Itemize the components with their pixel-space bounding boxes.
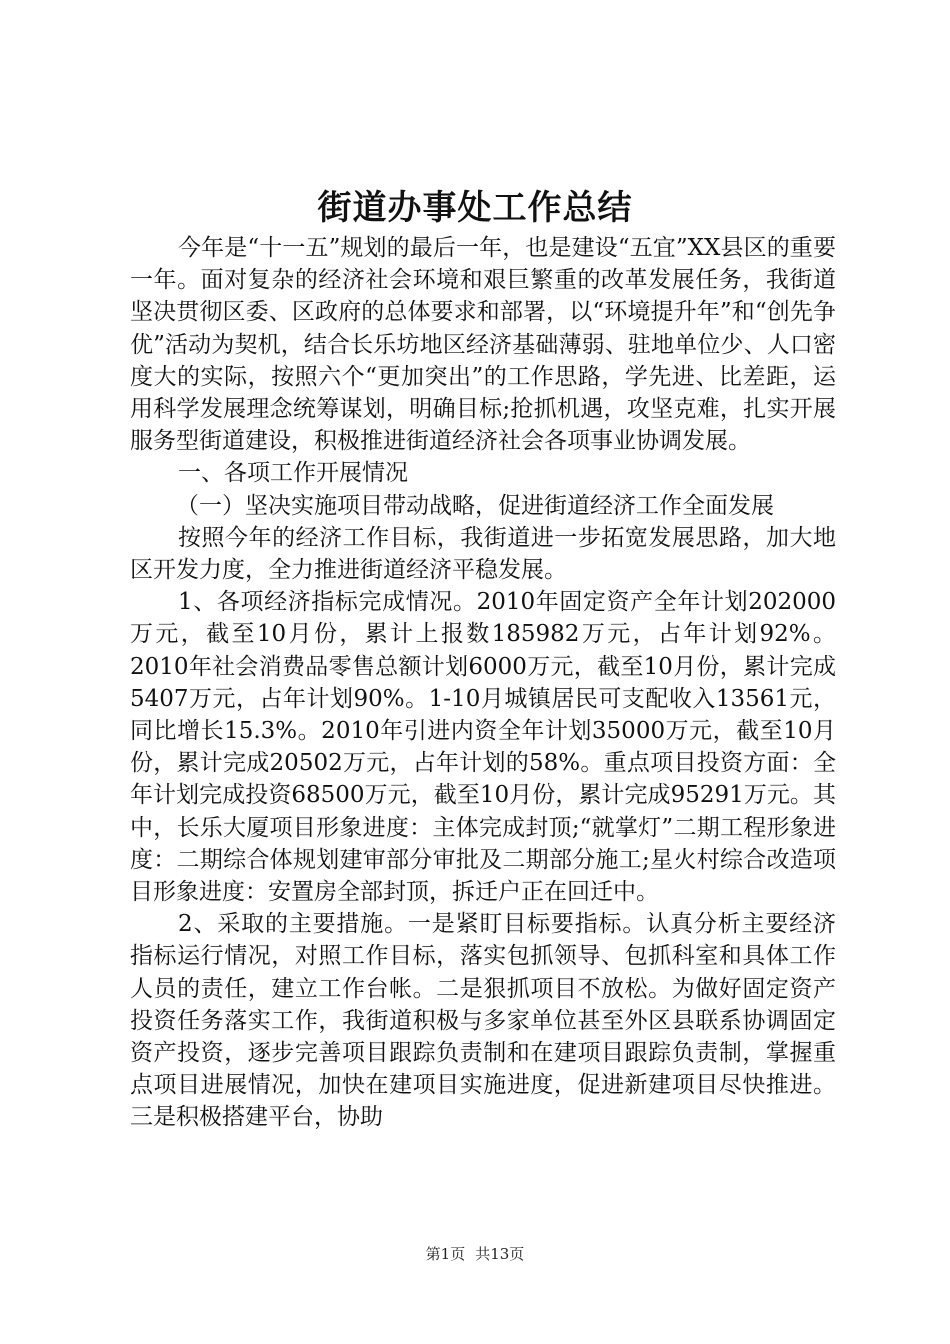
subsection-heading: （一）坚决实施项目带动战略，促进街道经济工作全面发展 bbox=[176, 492, 774, 519]
body-paragraph: 按照今年的经济工作目标，我街道进一步拓宽发展思路，加大地区开发力度，全力推进街道经济平稳发展。 bbox=[130, 524, 836, 584]
intro-paragraph: 今年是“十一五”规划的最后一年，也是建设“五宜”XX县区的重要一年。面对复杂的经济社会环境和艰巨繁重的改革发展任务，我街道坚决贯彻区委、区政府的总体要求和部署，以“环境提升年”和“创先争优”活动为契机，结合长乐坊地区经济基础薄弱、驻地单位少、人口密度大的实际，按照六个“更加突出”的工作思路，学先进、比差距，运用科学发展理念统筹谋划，明确目标;抢抓机遇，攻坚克难，扎实开展服务型街道建设，积极推进街道经济社会各项事业协调发展。 bbox=[130, 235, 836, 455]
document-body bbox=[130, 232, 836, 1134]
page-total: 共13页 bbox=[475, 1245, 525, 1263]
measures-paragraph: 2、采取的主要措施。一是紧盯目标要指标。认真分析主要经济指标运行情况，对照工作目标，落实包抓领导、包抓科室和具体工作人员的责任，建立工作台帐。二是狠抓项目不放松。为做好固定资产投资任务落实工作，我街道积极与多家单位甚至外区县联系协调固定资产投资，逐步完善项目跟踪负责制和在建项目跟踪负责制，掌握重点项目进展情况，加快在建项目实施进度，促进新建项目尽快推进。三是积极搭建平台，协助 bbox=[130, 911, 836, 1131]
section-heading: 一、各项工作开展情况 bbox=[178, 460, 408, 487]
page-footer bbox=[0, 1242, 950, 1266]
economic-indicators-paragraph: 1、各项经济指标完成情况。2010年固定资产全年计划202000万元，截至10月份，累计上报数185982万元，占年计划92%。2010年社会消费品零售总额计划6000万元，截至10月份，累计完成5407万元，占年计划90%。1-10月城镇居民可支配收入13561元，同比增长15.3%。2010年引进内资全年计划35000万元，截至10月份，累计完成20502万元，占年计划的58%。重点项目投资方面：全年计划完成投资68500万元，截至10月份，累计完成95291万元。其中，长乐大厦项目形象进度：主体完成封顶;“就掌灯”二期工程形象进度：二期综合体规划建审部分审批及二期部分施工;星火村综合改造项目形象进度：安置房全部封顶，拆迁户正在回迁中。 bbox=[130, 589, 836, 906]
document-title: 街道办事处工作总结 bbox=[317, 188, 633, 228]
page-number: 第1页 bbox=[425, 1245, 466, 1263]
